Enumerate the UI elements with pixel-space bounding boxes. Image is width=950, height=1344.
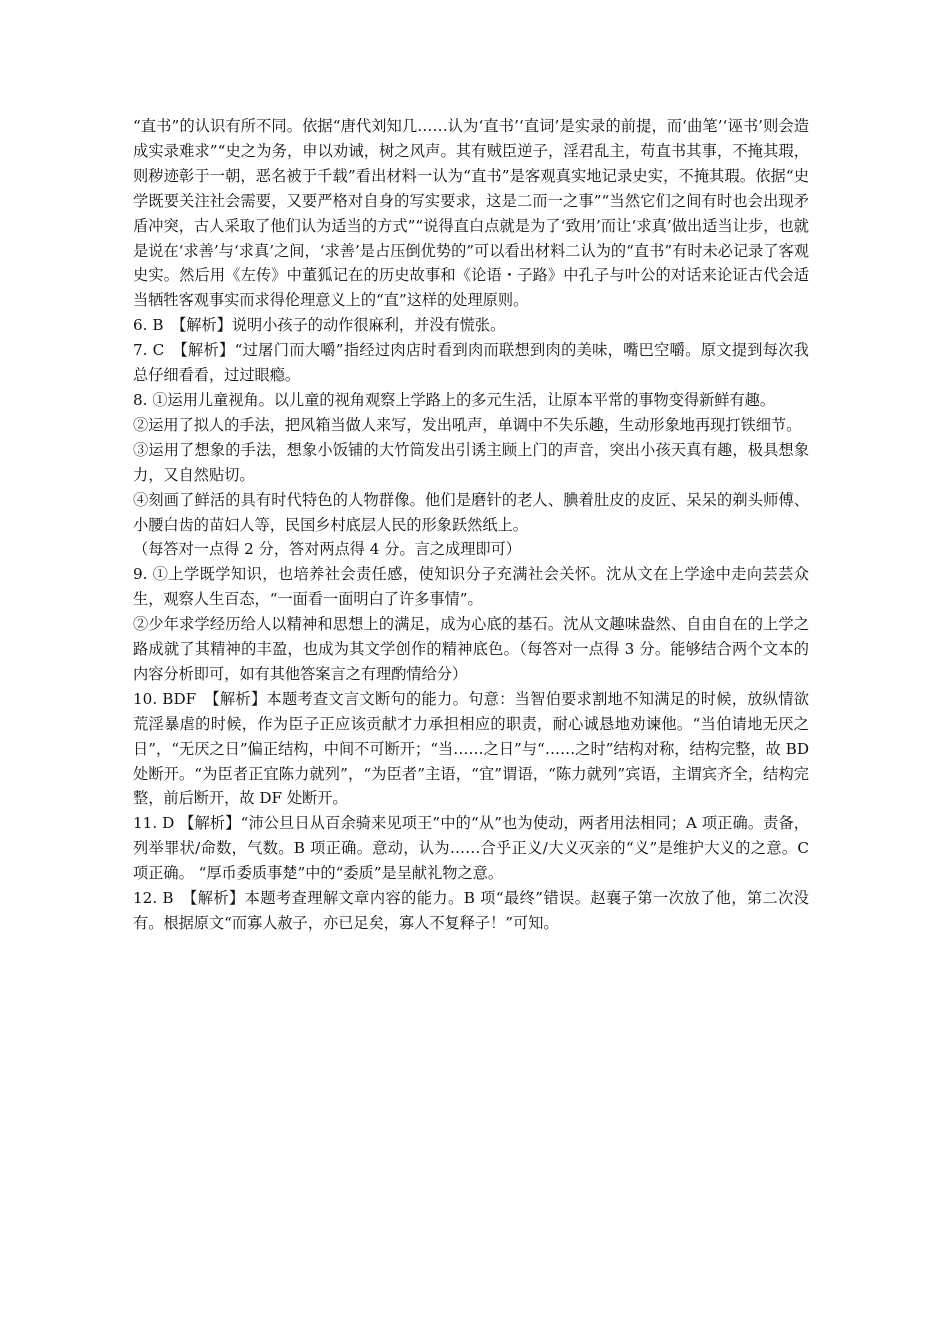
document-page	[133, 114, 809, 936]
answer-11: 11. D 【解析】“沛公旦日从百余骑来见项王”中的“从”也为使动，两者用法相同；A 项正确。责备，列举罪状/命数，气数。B 项正确。意动，认为……合乎正义/大义灭亲的“义”是维护大义的之意。C 项正确。 “厚币委质事楚”中的“委质”是呈献礼物之意。	[133, 814, 809, 883]
answer-7: 7. C 【解析】“过屠门而大嚼”指经过肉店时看到肉而联想到肉的美味，嘴巴空嚼。原文提到每次我总仔细看看，过过眼瘾。	[133, 341, 809, 385]
answer-8-scoring: （每答对一点得 2 分，答对两点得 4 分。言之成理即可）	[133, 540, 521, 559]
answer-10: 10. BDF 【解析】本题考查文言文断句的能力。句意：当智伯要求割地不知满足的时候，放纵情欲荒淫暴虐的时候，作为臣子正应该贡献才力承担相应的职责，耐心诚恳地劝谏他。“当伯请地无厌之日”，“无厌之日”偏正结构，中间不可断开；“当……之日”与“……之时”结构对称，结构完整，故 BD 处断开。“为臣者正宜陈力就列”，“为臣者”主语，“宜”谓语，“陈力就列”宾语，主谓宾齐全，结构完整，前后断开，故 DF 处断开。	[133, 689, 809, 808]
answer-9-point-1: 9. ①上学既学知识，也培养社会责任感，使知识分子充满社会关怀。沈从文在上学途中走向芸芸众生，观察人生百态，“一面看一面明白了许多事情”。	[133, 565, 809, 609]
answer-8-point-1: 8. ①运用儿童视角。以儿童的视角观察上学路上的多元生活，让原本平常的事物变得新鲜有趣。	[133, 390, 776, 409]
answer-8-point-4: ④刻画了鲜活的具有时代特色的人物群像。他们是磨针的老人、腆着肚皮的皮匠、呆呆的剃头师傅、小腰白齿的苗妇人等，民国乡村底层人民的形象跃然纸上。	[133, 490, 809, 534]
answer-8-point-3: ③运用了想象的手法，想象小饭铺的大竹筒发出引诱主顾上门的声音，突出小孩天真有趣，极具想象力，又自然贴切。	[133, 440, 809, 484]
answer-12: 12. B 【解析】本题考查理解文章内容的能力。B 项“最终”错误。赵襄子第一次放了他，第二次没有。根据原文“而寡人赦子，亦已足矣，寡人不复释子！”可知。	[133, 889, 809, 932]
answer-6: 6. B 【解析】说明小孩子的动作很麻利，并没有慌张。	[133, 316, 506, 335]
paragraph-material-analysis: “直书”的认识有所不同。依据“唐代刘知几……认为‘直书’‘直词’是实录的前提，而‘曲笔’‘诬书’则会造成实录难求”“史之为务，申以劝诫，树之风声。其有贼臣逆子，淫君乱主，苟直书其事，不掩其瑕，则秽迹彰于一朝，恶名被于千载”看出材料一认为“直书”是客观真实地记录史实，不掩其瑕。依据“史学既要关注社会需要，又要严格对自身的写实要求，这是二而一之事”“当然它们之间有时也会出现矛盾冲突，古人采取了他们认为适当的方式”“说得直白点就是为了‘致用’而让‘求真’做出适当让步，也就是说在‘求善’与‘求真’之间，‘求善’是占压倒优势的”可以看出材料二认为的“直书”有时未必记录了客观史实。然后用《左传》中董狐记在的历史故事和《论语・子路》中孔子与叶公的对话来论证古代会适当牺牲客观事实而求得伦理意义上的“直”这样的处理原则。	[133, 117, 809, 310]
answer-8-point-2: ②运用了拟人的手法，把风箱当做人来写，发出吼声，单调中不失乐趣，生动形象地再现打铁细节。	[133, 415, 802, 434]
answer-9-point-2: ②少年求学经历给人以精神和思想上的满足，成为心底的基石。沈从文趣味盎然、自由自在的上学之路成就了其精神的丰盈，也成为其文学创作的精神底色。（每答对一点得 3 分。能够结合两个文本的内容分析即可，如有其他答案言之有理酌情给分）	[133, 615, 809, 683]
